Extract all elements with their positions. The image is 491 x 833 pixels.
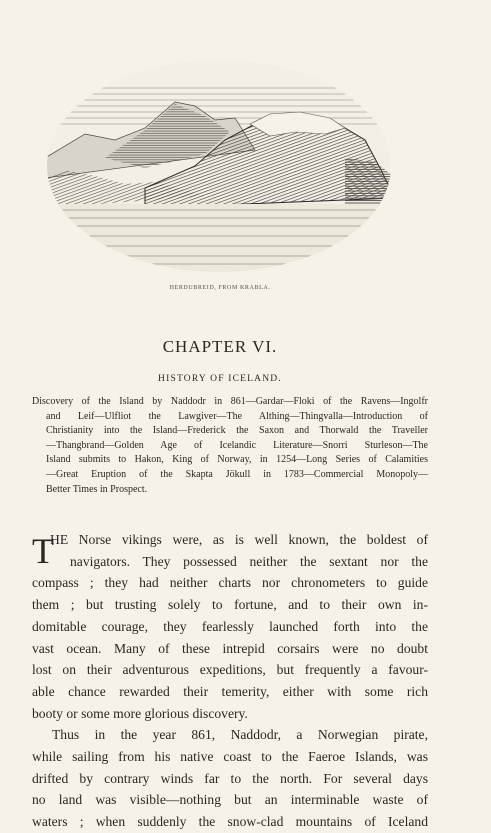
chapter-subtitle: HISTORY OF ICELAND. [158, 374, 282, 384]
text-line: waters ; when suddenly the snow-clad mountains of Iceland [32, 814, 428, 830]
text-line: HE Norse vikings were, as is well known, the boldest of [50, 532, 428, 547]
text-line: domitable courage, they fearlessly launched forth into the [32, 618, 428, 634]
chapter-synopsis [32, 395, 428, 497]
illustration-caption: HERDUBREID, FROM KRABLA. [169, 285, 271, 291]
synopsis-line: Island submits to Hakon, King of Norway, in 1254—Long Series of Calamities [46, 454, 428, 466]
synopsis-line: Christianity into the Island—Frederick the Saxon and Thorwald the Traveller [46, 425, 428, 437]
text-line: Thus in the year 861, Naddodr, a Norwegian pirate, [52, 727, 428, 743]
synopsis-line: Discovery of the Island by Naddodr in 861—Gardar—Floki of the Ravens—Ingolfr [32, 396, 428, 407]
text-line: vast ocean. Many of these intrepid corsairs were no doubt [32, 640, 428, 656]
text-line: drifted by contrary winds far to the north. For several days [32, 770, 428, 786]
body-text [32, 529, 428, 833]
text-line: navigators. They possessed neither the sextant nor the [70, 553, 428, 569]
synopsis-line: —Great Eruption of the Skapta Jökull in 1783—Commercial Monopoly— [46, 468, 428, 480]
text-line: them ; but trusting solely to fortune, and to their own in- [32, 597, 428, 613]
mountain-engraving [45, 58, 393, 280]
text-line: booty or some more glorious discovery. [32, 705, 248, 721]
synopsis-line: and Leif—Ulfliot the Lawgiver—The Althing—Thingvalla—Introduction of [46, 410, 428, 422]
text-line: able chance rewarded their temerity, either with some rich [32, 683, 428, 699]
synopsis-line: Better Times in Prospect. [46, 483, 148, 495]
text-line: while sailing from his native coast to the Faeroe Islands, was [32, 749, 428, 765]
text-line: lost on their adventurous expeditions, but frequently a favour- [32, 662, 428, 678]
text-line: no land was visible—nothing but an interminable waste of [32, 792, 428, 808]
synopsis-line: —Thangbrand—Golden Age of Icelandic Literature—Snorri Sturleson—The [46, 439, 428, 451]
chapter-title: CHAPTER VI. [162, 337, 278, 356]
drop-cap: T [32, 531, 54, 571]
text-line: compass ; they had neither charts nor chronometers to guide [32, 575, 428, 591]
